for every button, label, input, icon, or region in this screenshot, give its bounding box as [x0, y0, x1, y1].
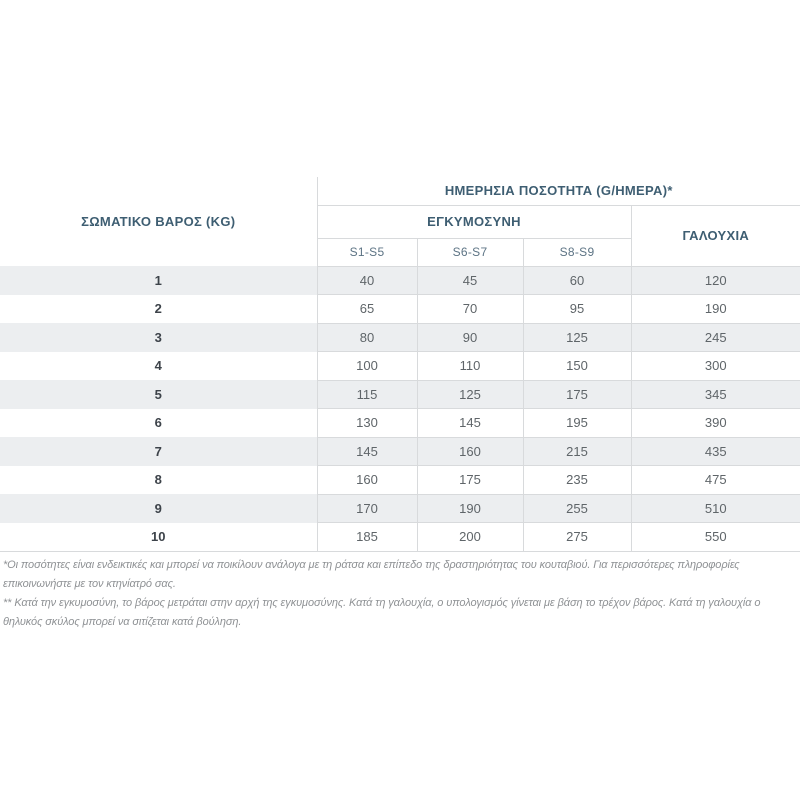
weight-cell: 2 — [154, 301, 162, 317]
lactation-header: ΓΑΛΟΥΧΙΑ — [631, 205, 800, 266]
table-row — [0, 266, 800, 295]
value-cell: 510 — [631, 494, 800, 523]
value-cell: 125 — [523, 323, 631, 352]
value-cell: 90 — [417, 323, 523, 352]
feeding-table-header — [0, 177, 800, 266]
value-cell: 435 — [631, 437, 800, 466]
body-weight-header: ΣΩΜΑΤΙΚΟ ΒΑΡΟΣ (KG) — [81, 214, 236, 229]
value-cell: 390 — [631, 409, 800, 438]
value-cell: 100 — [317, 352, 417, 381]
value-cell: 345 — [631, 380, 800, 409]
value-cell: 80 — [317, 323, 417, 352]
weight-cell: 1 — [154, 272, 162, 288]
value-cell: 120 — [631, 266, 800, 295]
weight-cell: 7 — [154, 443, 162, 459]
value-cell: 110 — [417, 352, 523, 381]
table-body — [0, 266, 800, 551]
value-cell: 170 — [317, 494, 417, 523]
table-row — [0, 437, 800, 466]
stage-header-s1-s5: S1-S5 — [317, 238, 417, 266]
footnote-quantities: *Οι ποσότητες είναι ενδεικτικές και μπορεί να ποικίλουν ανάλογα με τη ράτσα και επίπεδο της δραστηριότητας του κουταβιού. Για περισσότερες πληροφορίες επικοινωνήστε με τον κτηνίατρό σας. — [3, 559, 740, 590]
weight-cell: 5 — [154, 386, 162, 402]
value-cell: 60 — [523, 266, 631, 295]
value-cell: 235 — [523, 466, 631, 495]
weight-cell: 10 — [0, 523, 317, 552]
value-cell: 190 — [417, 494, 523, 523]
table-row — [0, 323, 800, 352]
stage-header-s8-s9: S8-S9 — [523, 238, 631, 266]
footnote-pregnancy: ** Κατά την εγκυμοσύνη, το βάρος μετράται στην αρχή της εγκυμοσύνης. Κατά τη γαλουχία, ο υπολογισμός γίνεται με βάση το τρέχον βάρος. Κατά τη γαλουχία ο θηλυκός σκύλος μπορεί να σιτίζεται κατά βούληση. — [3, 597, 761, 628]
value-cell: 195 — [523, 409, 631, 438]
weight-cell: 8 — [154, 472, 162, 488]
pregnancy-header: ΕΓΚΥΜΟΣΥΝΗ — [317, 205, 631, 238]
value-cell: 160 — [417, 437, 523, 466]
value-cell: 175 — [523, 380, 631, 409]
value-cell: 275 — [523, 523, 631, 552]
value-cell: 65 — [317, 295, 417, 324]
weight-cell: 3 — [154, 329, 162, 345]
value-cell: 130 — [317, 409, 417, 438]
value-cell: 300 — [631, 352, 800, 381]
value-cell: 190 — [631, 295, 800, 324]
value-cell: 160 — [317, 466, 417, 495]
stage-header-s6-s7: S6-S7 — [417, 238, 523, 266]
value-cell: 175 — [417, 466, 523, 495]
value-cell: 40 — [317, 266, 417, 295]
table-row — [0, 494, 800, 523]
value-cell: 255 — [523, 494, 631, 523]
value-cell: 245 — [631, 323, 800, 352]
weight-cell: 9 — [154, 500, 162, 516]
value-cell: 70 — [417, 295, 523, 324]
table-row — [0, 523, 800, 552]
value-cell: 125 — [417, 380, 523, 409]
header-row-daily — [0, 177, 800, 205]
table-row — [0, 352, 800, 381]
table-row — [0, 295, 800, 324]
daily-quantity-header: ΗΜΕΡΗΣΙΑ ΠΟΣΟΤΗΤΑ (G/ΗΜΕΡΑ)* — [317, 177, 800, 205]
value-cell: 145 — [317, 437, 417, 466]
feeding-table — [0, 177, 800, 552]
value-cell: 115 — [317, 380, 417, 409]
value-cell: 185 — [317, 523, 417, 552]
value-cell: 150 — [523, 352, 631, 381]
value-cell: 215 — [523, 437, 631, 466]
table-row — [0, 409, 800, 438]
value-cell: 200 — [417, 523, 523, 552]
weight-cell: 4 — [154, 358, 162, 374]
value-cell: 145 — [417, 409, 523, 438]
footnotes — [3, 556, 797, 632]
value-cell: 45 — [417, 266, 523, 295]
weight-cell: 6 — [154, 415, 162, 431]
value-cell: 550 — [631, 523, 800, 552]
value-cell: 95 — [523, 295, 631, 324]
value-cell: 475 — [631, 466, 800, 495]
table-row — [0, 466, 800, 495]
table-row — [0, 380, 800, 409]
